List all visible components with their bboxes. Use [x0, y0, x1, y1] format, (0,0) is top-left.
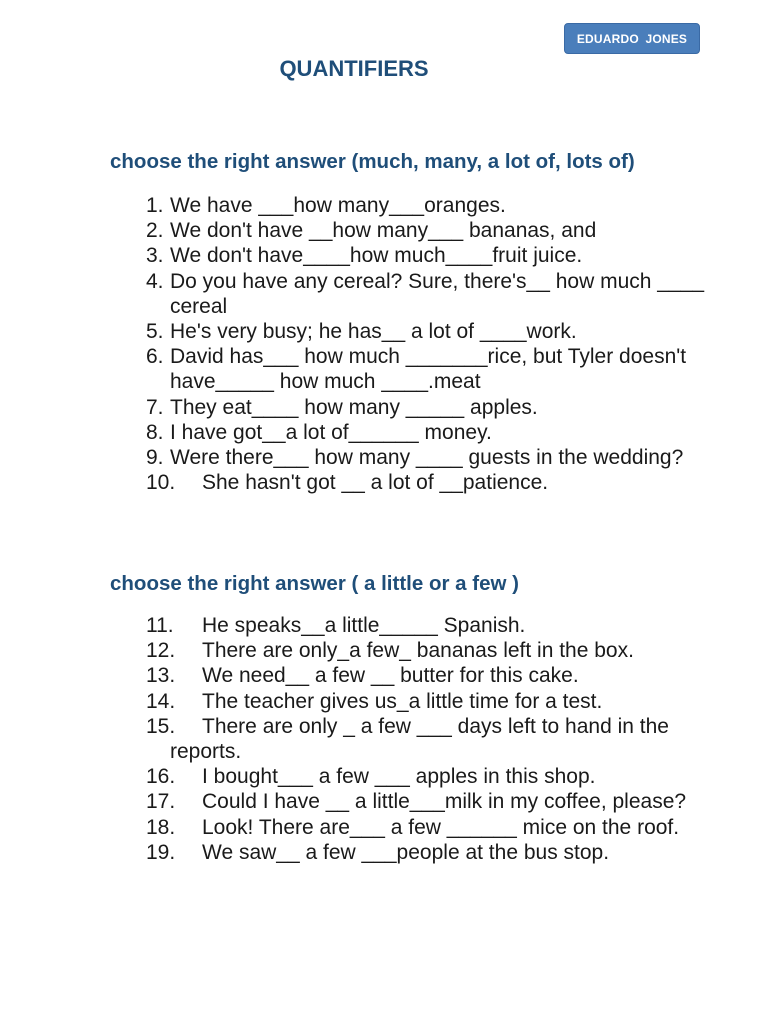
exercise-item	[146, 420, 726, 445]
author-name-badge: EDUARDO JONES	[564, 23, 700, 54]
item-number: 7.	[146, 395, 164, 419]
item-number: 9.	[146, 446, 164, 470]
item-text: Were there___ how many ____ guests in the wedding?	[170, 446, 684, 470]
item-text: There are only_a few_ bananas left in the box.	[202, 639, 634, 663]
item-text: I have got__a lot of______ money.	[170, 420, 492, 444]
item-number: 3.	[146, 244, 164, 268]
exercise-item	[146, 714, 736, 764]
item-text: She hasn't got __ a lot of __patience.	[202, 471, 549, 495]
item-number: 12.	[146, 639, 176, 663]
item-text: We don't have____how much____fruit juice.	[170, 244, 583, 268]
page-title: QUANTIFIERS	[279, 56, 429, 81]
item-number: 2.	[146, 219, 164, 243]
item-text: We have ___how many___oranges.	[170, 194, 506, 217]
exercise-item	[146, 193, 726, 218]
item-text: We don't have __how many___ bananas, and	[170, 219, 597, 243]
exercise-item	[146, 815, 736, 840]
item-number: 10.	[146, 471, 176, 495]
item-number: 13.	[146, 664, 176, 688]
item-number: 4.	[146, 269, 164, 293]
exercise-item	[146, 243, 726, 268]
exercise-item	[146, 445, 726, 470]
exercise-item	[146, 218, 726, 243]
item-number: 18.	[146, 815, 176, 839]
item-number: 8.	[146, 420, 164, 444]
exercise-item	[146, 764, 736, 789]
item-number: 5.	[146, 320, 164, 344]
exercise-item	[146, 638, 736, 663]
item-number: 14.	[146, 689, 176, 713]
section-heading-quantifiers: choose the right answer (much, many, a lot of, lots of)	[110, 150, 635, 173]
exercise-item	[146, 470, 726, 495]
item-number: 19.	[146, 840, 176, 864]
item-number: 1.	[146, 194, 164, 217]
exercise-item	[146, 319, 726, 344]
exercise-list-2	[146, 613, 736, 865]
exercise-list-1	[146, 193, 726, 495]
exercise-item	[146, 663, 736, 688]
section-heading-little-few: choose the right answer ( a little or a few )	[110, 572, 519, 595]
exercise-item	[146, 395, 726, 420]
exercise-item	[146, 689, 736, 714]
item-text: I bought___ a few ___ apples in this shop.	[202, 765, 596, 789]
exercise-item	[146, 840, 736, 865]
exercise-item	[146, 613, 736, 638]
item-text: Could I have __ a little___milk in my coffee, please?	[202, 790, 687, 814]
exercise-item	[146, 344, 726, 394]
item-number: 11.	[146, 614, 174, 637]
item-text: He speaks__a little_____ Spanish.	[202, 614, 526, 637]
item-text: Look! There are___ a few ______ mice on the roof.	[202, 815, 680, 839]
item-text: There are only _ a few ___ days left to hand in the reports.	[170, 714, 669, 764]
item-text: We saw__ a few ___people at the bus stop.	[202, 840, 610, 864]
item-text: Do you have any cereal? Sure, there's__ how much ____ cereal	[170, 269, 705, 318]
item-text: He's very busy; he has__ a lot of ____work.	[170, 320, 577, 344]
item-text: The teacher gives us_a little time for a test.	[202, 689, 603, 713]
item-text: David has___ how much _______rice, but Tyler doesn't have_____ how much ____.meat	[170, 345, 687, 394]
item-text: We need__ a few __ butter for this cake.	[202, 664, 579, 688]
item-text: They eat____ how many _____ apples.	[170, 395, 538, 419]
item-number: 16.	[146, 765, 176, 789]
item-number: 15.	[146, 714, 176, 738]
exercise-item	[146, 269, 726, 319]
item-number: 6.	[146, 345, 164, 369]
exercise-item	[146, 789, 736, 814]
item-number: 17.	[146, 790, 176, 814]
